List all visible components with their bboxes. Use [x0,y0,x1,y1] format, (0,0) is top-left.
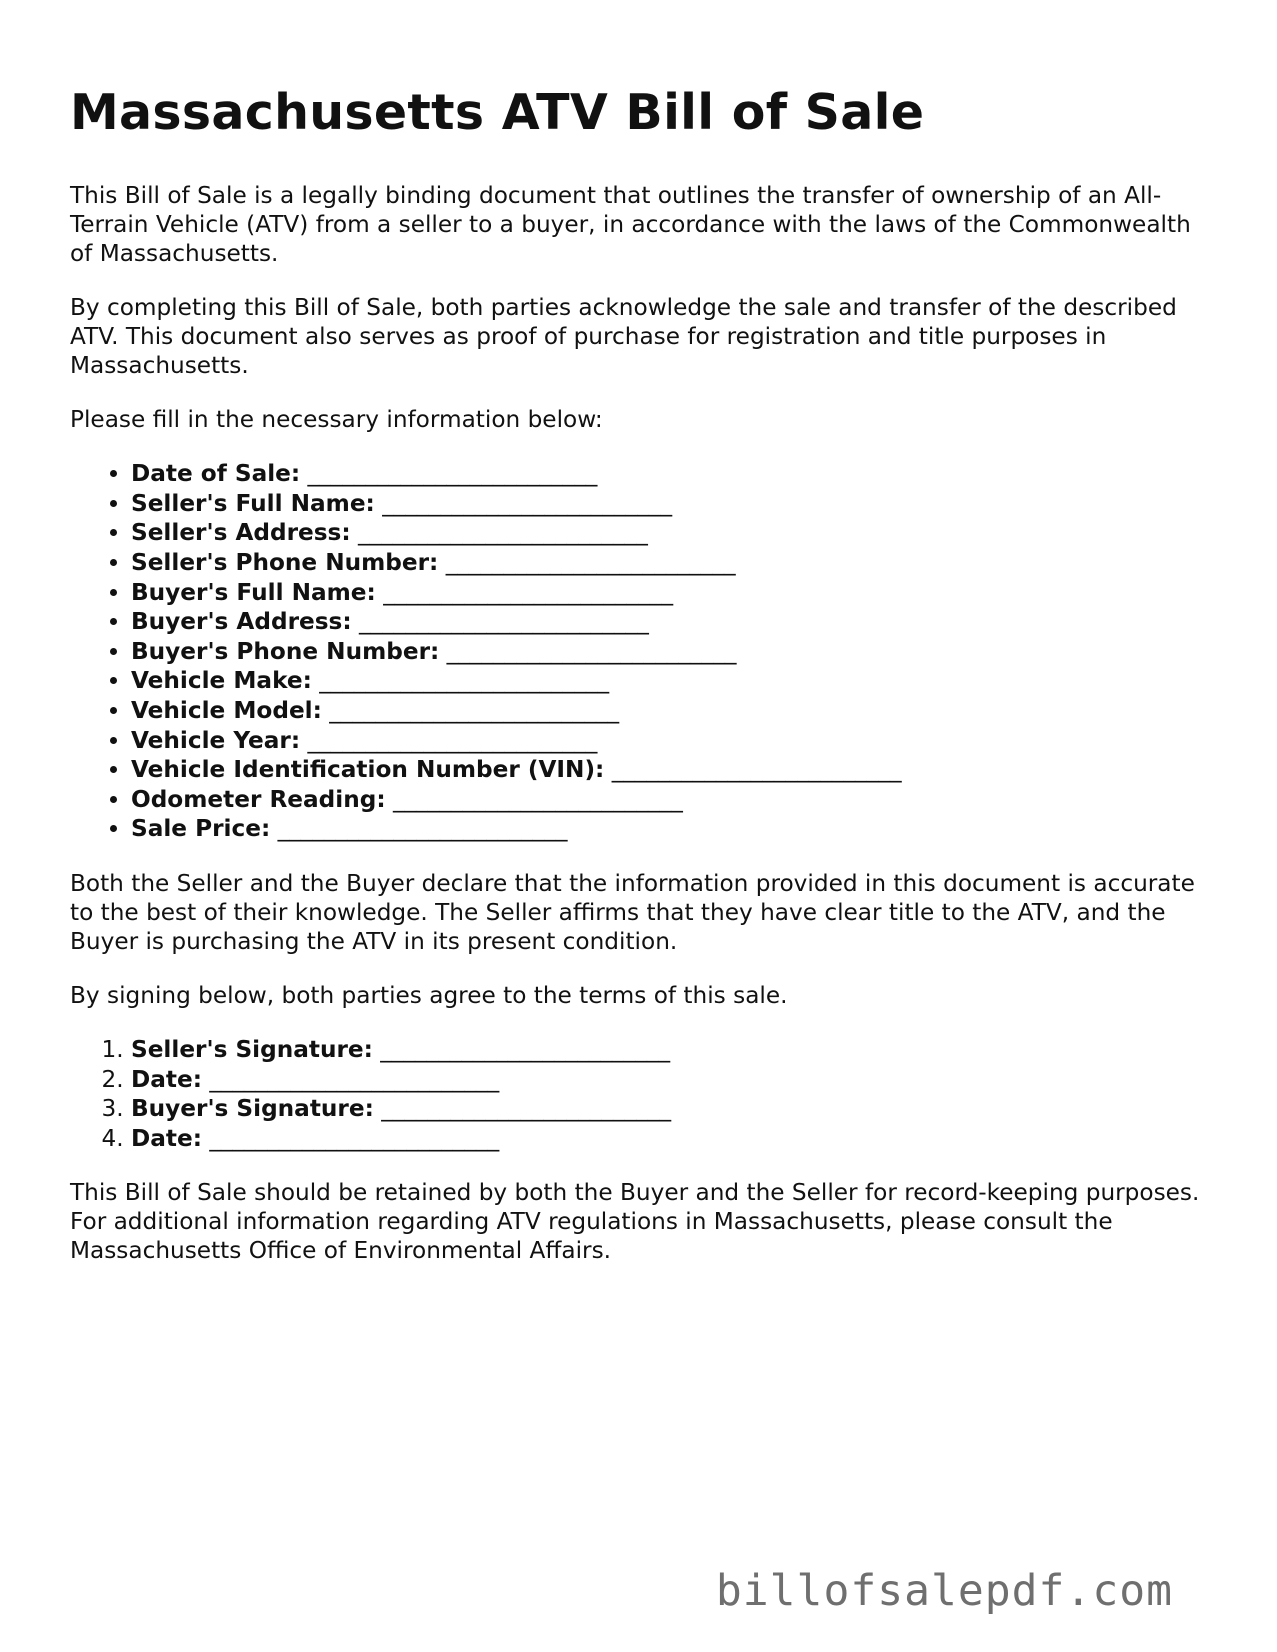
field-blank[interactable]: _________________________ [446,637,737,665]
field-blank[interactable]: _________________________ [358,519,648,547]
field-label: Vehicle Make: [131,667,312,695]
field-label: Seller's Full Name: [131,489,375,517]
field-vehicle-make [131,666,1210,696]
field-blank[interactable]: _________________________ [611,756,902,784]
field-blank[interactable]: _________________________ [277,815,568,843]
field-buyer-full-name [131,578,1210,608]
field-label: Vehicle Identification Number (VIN): [131,756,605,784]
field-blank[interactable]: _________________________ [445,549,736,577]
signature-label: Buyer's Signature: [131,1095,374,1123]
signature-blank[interactable]: _________________________ [381,1095,672,1123]
declaration-paragraph: Both the Seller and the Buyer declare that the information provided in this document is accurate to the best of their knowledge. The Seller affirms that they have clear title to the ATV, and the Buyer is purchasing the ATV in its present condition. [70,869,1195,955]
field-buyer-phone [131,637,1210,667]
field-odometer-reading [131,785,1210,815]
signature-seller [131,1035,1210,1065]
signature-seller-date [131,1065,1210,1095]
field-label: Buyer's Full Name: [131,578,376,606]
signature-label: Date: [131,1124,202,1152]
field-label: Vehicle Model: [131,697,322,724]
signature-blank[interactable]: _________________________ [209,1065,500,1093]
field-label: Seller's Address: [131,519,351,547]
instructions-paragraph: Please fill in the necessary information below: [70,406,603,434]
field-vin [131,755,1210,785]
field-vehicle-year [131,726,1210,756]
field-label: Odometer Reading: [131,785,386,813]
field-sale-price [131,814,1210,844]
field-label: Date of Sale: [131,460,301,488]
field-blank[interactable]: _________________________ [307,460,598,488]
field-blank[interactable]: _________________________ [319,667,610,695]
field-seller-full-name [131,489,1210,519]
watermark-text: billofsalepdf.com [715,1566,1173,1616]
field-label: Seller's Phone Number: [131,549,439,577]
field-label: Buyer's Address: [131,608,352,636]
field-label: Sale Price: [131,815,271,843]
field-blank[interactable]: _________________________ [383,578,674,606]
intro-paragraph: By completing this Bill of Sale, both parties acknowledge the sale and transfer of the described ATV. This document also serves as proof of purchase for registration and title purposes in Massachusetts. [70,294,1177,380]
signature-buyer [131,1094,1210,1124]
signature-label: Seller's Signature: [131,1035,373,1063]
document-page [70,82,1210,1290]
signature-label: Date: [131,1065,202,1093]
field-label: Vehicle Year: [131,726,301,754]
signature-blank[interactable]: _________________________ [380,1035,671,1063]
closing-paragraph: This Bill of Sale should be retained by both the Buyer and the Seller for record-keeping purposes. For additional information regarding ATV regulations in Massachusetts, please consult the Massachusetts Office of Environmental Affairs. [70,1179,1200,1265]
field-seller-phone [131,548,1210,578]
field-seller-address [131,518,1210,548]
signatures-list [70,1035,1210,1153]
intro-paragraph: This Bill of Sale is a legally binding document that outlines the transfer of ownership of an All-Terrain Vehicle (ATV) from a seller to a buyer, in accordance with the laws of the Commonwealth of Massachusetts. [70,182,1191,268]
field-buyer-address [131,607,1210,637]
field-blank[interactable]: _________________________ [307,726,598,754]
field-date-of-sale [131,459,1210,489]
field-blank[interactable]: _________________________ [382,489,673,517]
field-vehicle-model [131,696,1210,726]
fields-list [70,459,1210,844]
signature-blank[interactable]: _________________________ [209,1124,500,1152]
signature-buyer-date [131,1124,1210,1154]
document-title: Massachusetts ATV Bill of Sale [70,84,925,141]
field-blank[interactable]: _________________________ [329,697,620,724]
agreement-paragraph: By signing below, both parties agree to the terms of this sale. [70,981,788,1009]
field-label: Buyer's Phone Number: [131,637,440,665]
field-blank[interactable]: _________________________ [392,785,683,813]
field-blank[interactable]: _________________________ [359,608,649,636]
